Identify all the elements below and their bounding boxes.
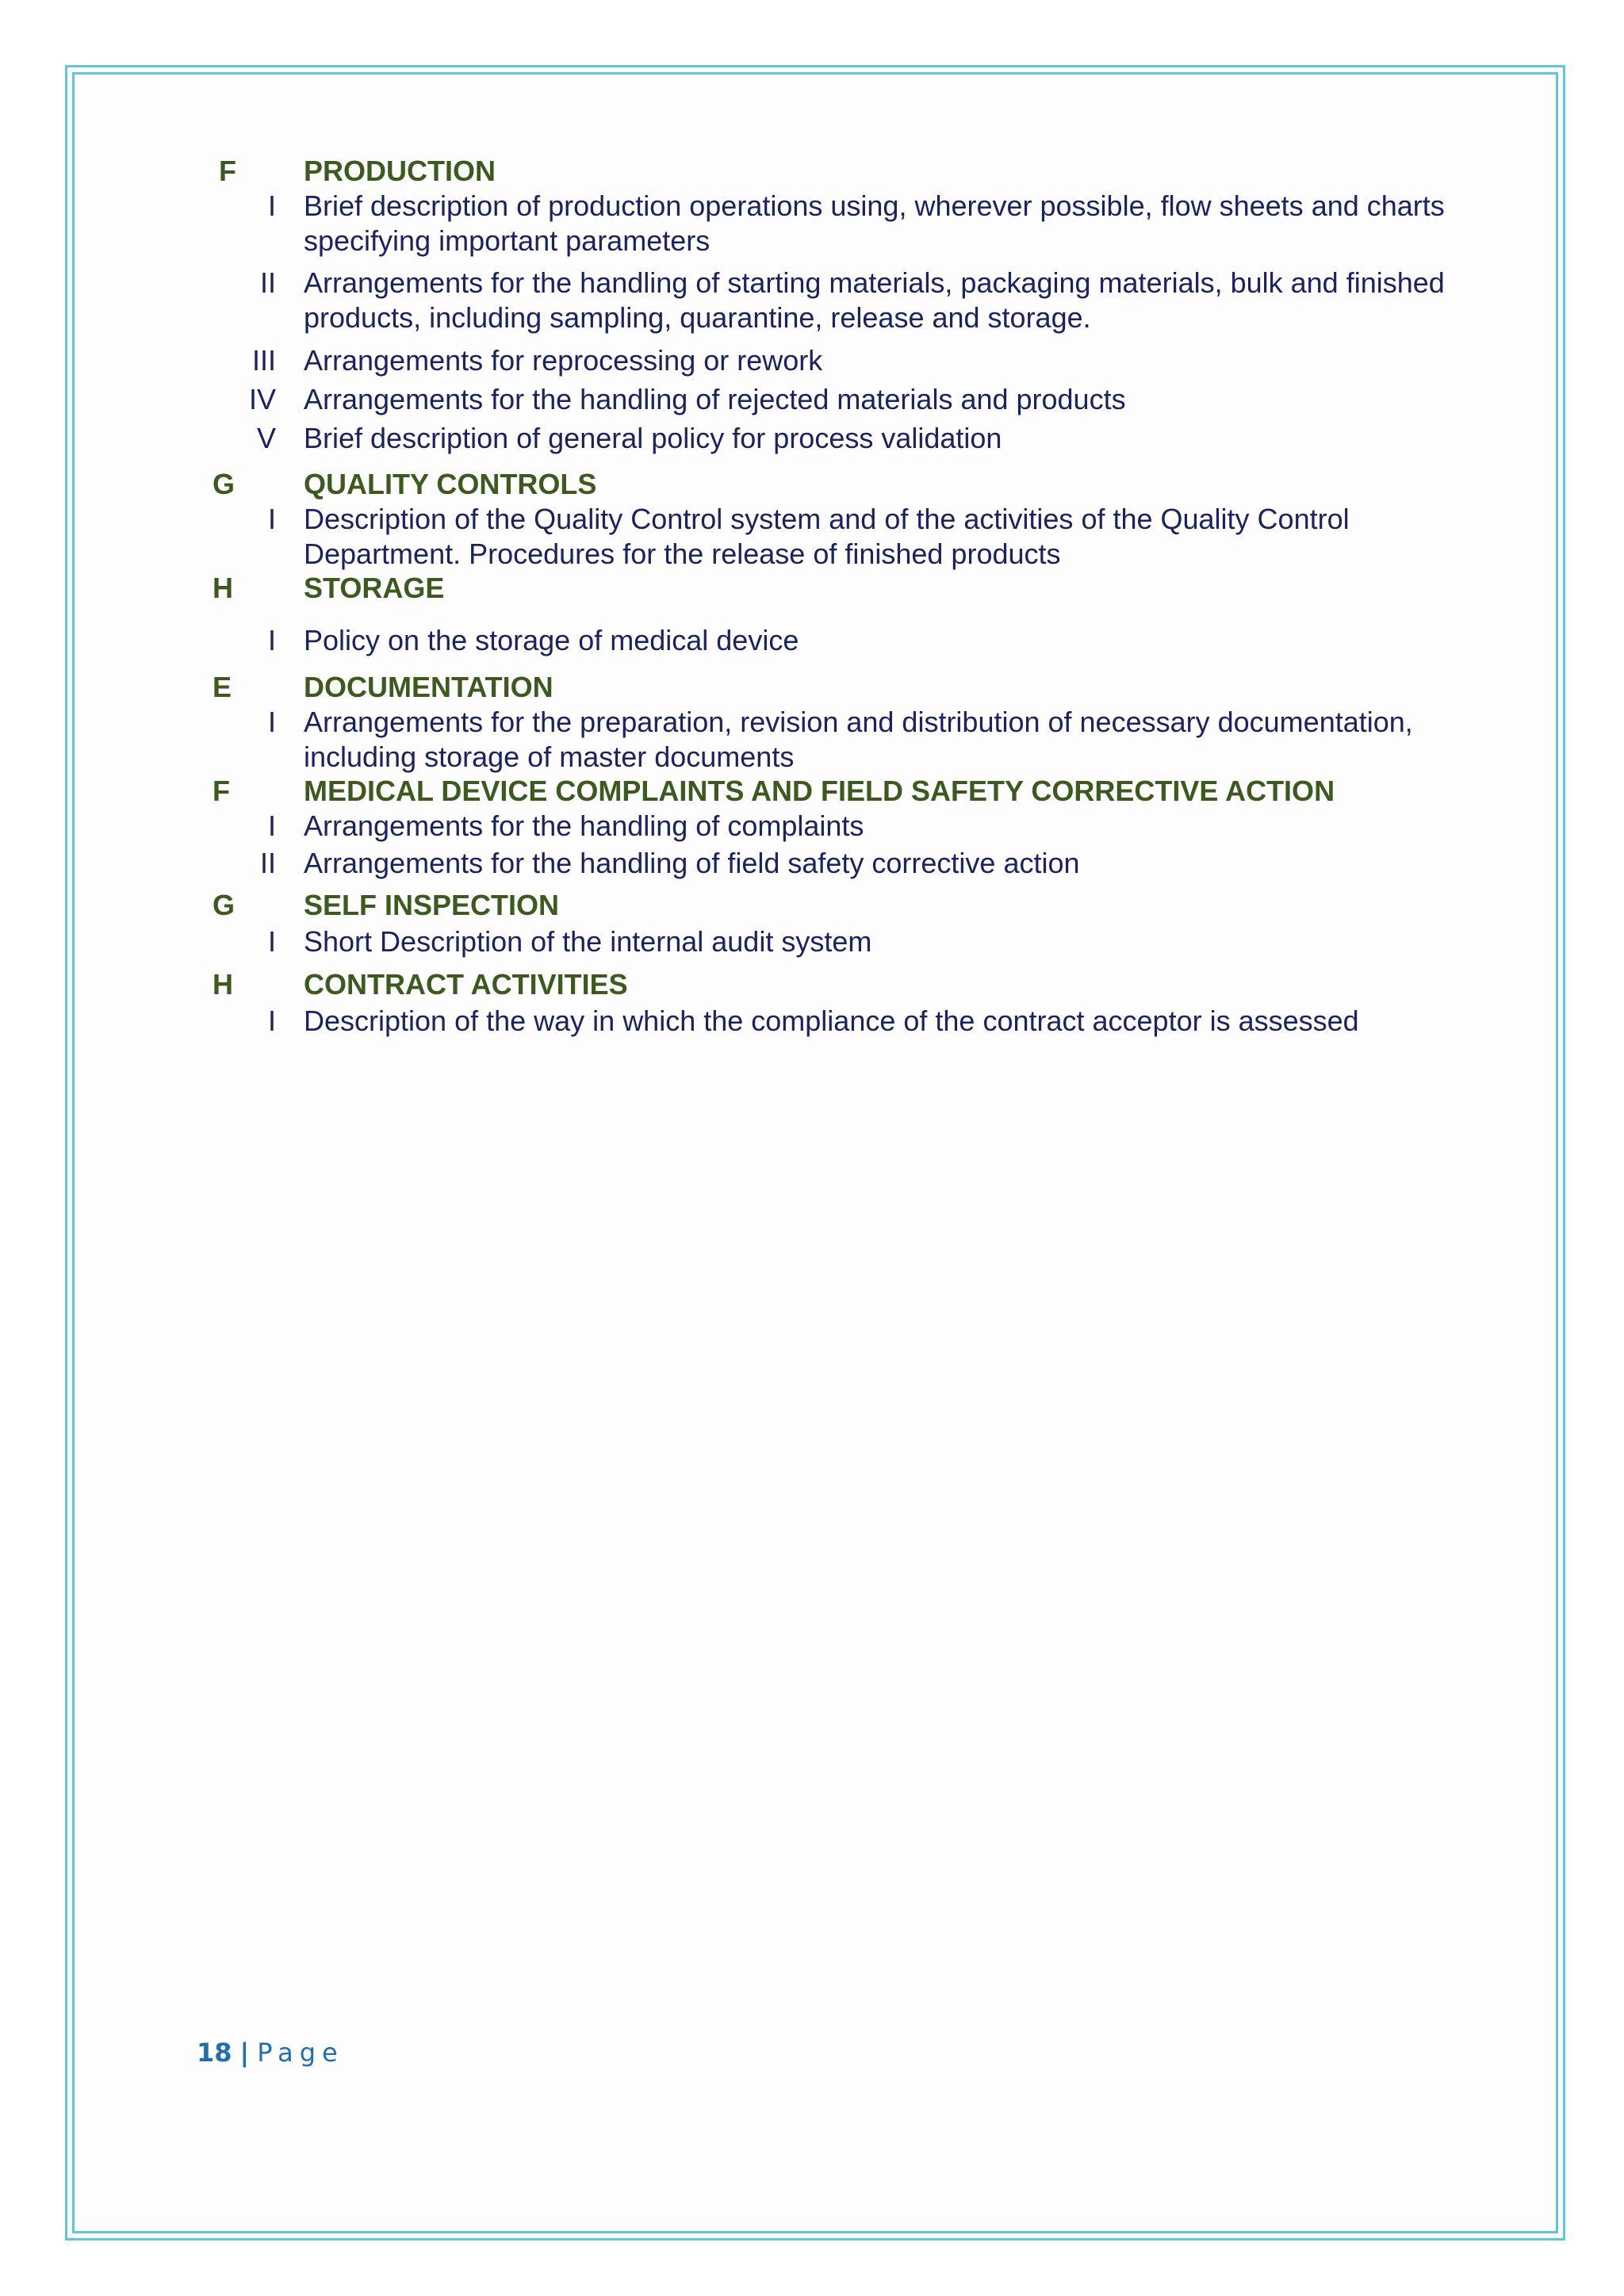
item-text: Arrangements for reprocessing or rework bbox=[304, 344, 823, 377]
section-letter: G bbox=[213, 468, 236, 500]
item-text: Description of the Quality Control system and of the activities of the Quality Control Department. Procedures for the release of finished products bbox=[304, 503, 1350, 570]
item-text: Arrangements for the preparation, revision and distribution of necessary documentation, including storage of master documents bbox=[304, 706, 1413, 773]
item-text: Arrangements for the handling of field safety corrective action bbox=[304, 847, 1080, 879]
page-footer bbox=[197, 2038, 344, 2068]
section-title: STORAGE bbox=[304, 572, 445, 604]
item-number: I bbox=[267, 706, 276, 738]
item-text: Policy on the storage of medical device bbox=[304, 624, 799, 656]
item-number: II bbox=[259, 847, 276, 879]
item-text: Short Description of the internal audit system bbox=[304, 925, 872, 958]
item-number: IV bbox=[248, 383, 276, 415]
section-letter: G bbox=[213, 889, 236, 921]
section-letter: H bbox=[213, 572, 233, 604]
section-letter: E bbox=[213, 671, 232, 703]
section-title: PRODUCTION bbox=[304, 155, 496, 187]
section-letter: F bbox=[219, 155, 236, 187]
item-number: I bbox=[267, 925, 276, 958]
item-text: Arrangements for the handling of starting materials, packaging materials, bulk and finished products, including sampling, quarantine, release and storage. bbox=[304, 266, 1445, 334]
item-number: V bbox=[256, 422, 276, 454]
item-number: I bbox=[267, 1004, 276, 1037]
section-title: QUALITY CONTROLS bbox=[304, 468, 597, 500]
item-text: Brief description of production operations using, wherever possible, flow sheets and charts specifying important parameters bbox=[304, 189, 1445, 257]
page-number: 18 bbox=[197, 2038, 232, 2068]
section-title: CONTRACT ACTIVITIES bbox=[304, 968, 628, 1001]
section-title: DOCUMENTATION bbox=[304, 671, 553, 703]
page-label: Page bbox=[257, 2038, 344, 2068]
item-text: Arrangements for the handling of rejected materials and products bbox=[304, 383, 1126, 415]
item-text: Description of the way in which the compliance of the contract acceptor is assessed bbox=[304, 1004, 1359, 1037]
item-number: I bbox=[267, 503, 276, 535]
item-number: I bbox=[267, 189, 276, 222]
item-number: II bbox=[259, 266, 276, 299]
section-title: MEDICAL DEVICE COMPLAINTS AND FIELD SAFETY CORRECTIVE ACTION bbox=[304, 775, 1335, 807]
item-text: Brief description of general policy for process validation bbox=[304, 422, 1002, 454]
footer-separator: | bbox=[239, 2038, 250, 2068]
section-letter: F bbox=[213, 775, 230, 807]
item-number: I bbox=[267, 809, 276, 842]
item-text: Arrangements for the handling of complaints bbox=[304, 809, 864, 842]
item-number: III bbox=[251, 344, 276, 377]
item-number: I bbox=[267, 624, 276, 656]
section-letter: H bbox=[213, 968, 233, 1001]
section-title: SELF INSPECTION bbox=[304, 889, 560, 921]
